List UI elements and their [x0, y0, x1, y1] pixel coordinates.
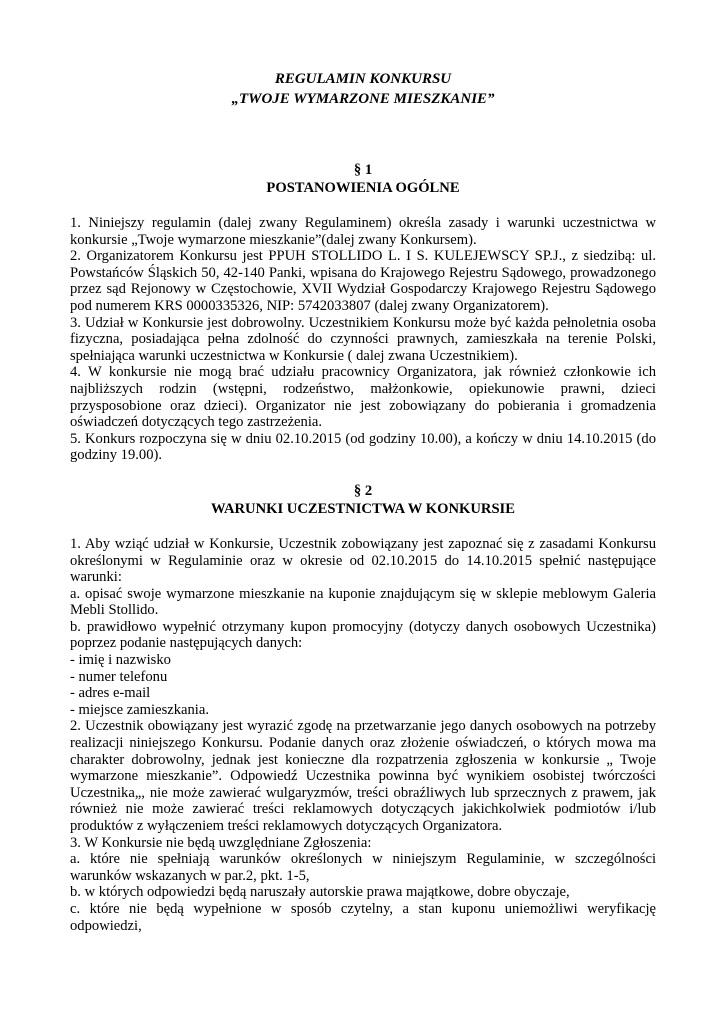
spacer	[70, 197, 656, 215]
section-1-paragraph-2: 2. Organizatorem Konkursu jest PPUH STOLLIDO L. I S. KULEJEWSCY SP.J., z siedzibą: ul. Powstańców Śląskich 50, 42-140 Panki, wpisana do Krajowego Rejestru Sądowego, prowadzonego przez sąd Rejonowy w Częstochowie, XVII Wydział Gospodarczy Krajowego Rejestru Sądowego pod numerem KRS 0000335326, NIP: 5742033807 (dalej zwany Organizatorem).	[70, 248, 656, 314]
section-1-heading: POSTANOWIENIA OGÓLNE	[266, 180, 460, 196]
section-2-paragraph-3: 3. W Konkursie nie będą uwzględniane Zgłoszenia:	[70, 834, 372, 851]
section-2-heading: WARUNKI UCZESTNICTWA W KONKURSIE	[211, 500, 515, 517]
spacer	[70, 518, 656, 536]
section-2-number: § 2	[353, 482, 373, 499]
section-2-paragraph-2: 2. Uczestnik obowiązany jest wyrazić zgodę na przetwarzanie jego danych osobowych na potrzeby realizacji niniejszego Konkursu. Podanie danych oraz złożenie oświadczeń, o których mowa ma charakter dobrowolny, jednak jest konieczne dla rozpatrzenia zgłoszenia w konkursie „ Twoje wymarzone mieszkanie”. Odpowiedź Uczestnika powinna być wynikiem osobistej twórczości Uczestnika„, nie może zawierać wulgaryzmów, treści obraźliwych lub sprzecznych z prawem, jak również nie może zawierać treści reklamowych dotyczących jakichkolwiek podmiotów i/lub produktów z wyłączeniem treści reklamowych dotyczących Organizatora.	[70, 718, 656, 834]
document-content	[70, 69, 656, 934]
spacer	[70, 464, 656, 482]
section-2-item-b: b. prawidłowo wypełnić otrzymany kupon promocyjny (dotyczy danych osobowych Uczestnika) poprzez podanie następujących danych:	[70, 618, 656, 652]
section-1-number: § 1	[353, 162, 373, 178]
section-2-list-item: - miejsce zamieszkania.	[70, 701, 209, 718]
section-2-list-item: - numer telefonu	[70, 668, 168, 685]
spacer	[70, 109, 656, 161]
section-2-paragraph-3b: b. w których odpowiedzi będą naruszały autorskie prawa majątkowe, dobre obyczaje,	[70, 884, 570, 901]
section-2-paragraph-3a: a. które nie spełniają warunków określonych w niniejszym Regulaminie, w szczególności warunków wskazanych w par.2, pkt. 1-5,	[70, 851, 656, 884]
section-2-list-item: - adres e-mail	[70, 685, 151, 702]
section-2-paragraph-1: 1. Aby wziąć udział w Konkursie, Uczestnik zobowiązany jest zapoznać się z zasadami Konkursu określonymi w Regulaminie oraz w okresie od 02.10.2015 do 14.10.2015 spełnić następujące warunki:	[70, 535, 656, 586]
section-2-list-item: - imię i nazwisko	[70, 652, 171, 669]
section-1-paragraph-4: 4. W konkursie nie mogą brać udziału pracownicy Organizatora, jak również członkowie ich najbliższych rodzin (wstępni, rodzeństwo, małżonkowie, opiekunowie prawni, dzieci przysposobione oraz dzieci). Organizator nie jest zobowiązany do pobierania i gromadzenia oświadczeń dotyczących tego zastrzeżenia.	[70, 364, 656, 431]
section-1-paragraph-5: 5. Konkurs rozpoczyna się w dniu 02.10.2015 (od godziny 10.00), a kończy w dniu 14.10.2015 (do godziny 19.00).	[70, 430, 656, 464]
section-2-paragraph-3c: c. które nie będą wypełnione w sposób czytelny, a stan kuponu uniemożliwi weryfikację odpowiedzi,	[70, 900, 656, 934]
section-2-item-a: a. opisać swoje wymarzone mieszkanie na kuponie znajdującym się w sklepie meblowym Galeria Mebli Stollido.	[70, 585, 656, 619]
document-title-line-2: „TWOJE WYMARZONE MIESZKANIE”	[231, 91, 495, 107]
section-1-paragraph-3: 3. Udział w Konkursie jest dobrowolny. Uczestnikiem Konkursu może być każda pełnoletnia osoba fizyczna, posiadająca pełna zdolność do czynności prawnych, zamieszkała na terenie Polski, spełniająca warunki uczestnictwa w Konkursie ( dalej zwana Uczestnikiem).	[70, 314, 656, 364]
document-title-line-1: REGULAMIN KONKURSU	[274, 71, 452, 87]
section-1-paragraph-1: 1. Niniejszy regulamin (dalej zwany Regulaminem) określa zasady i warunki uczestnictwa w konkursie „Twoje wymarzone mieszkanie”(dalej zwany Konkursem).	[70, 215, 656, 248]
